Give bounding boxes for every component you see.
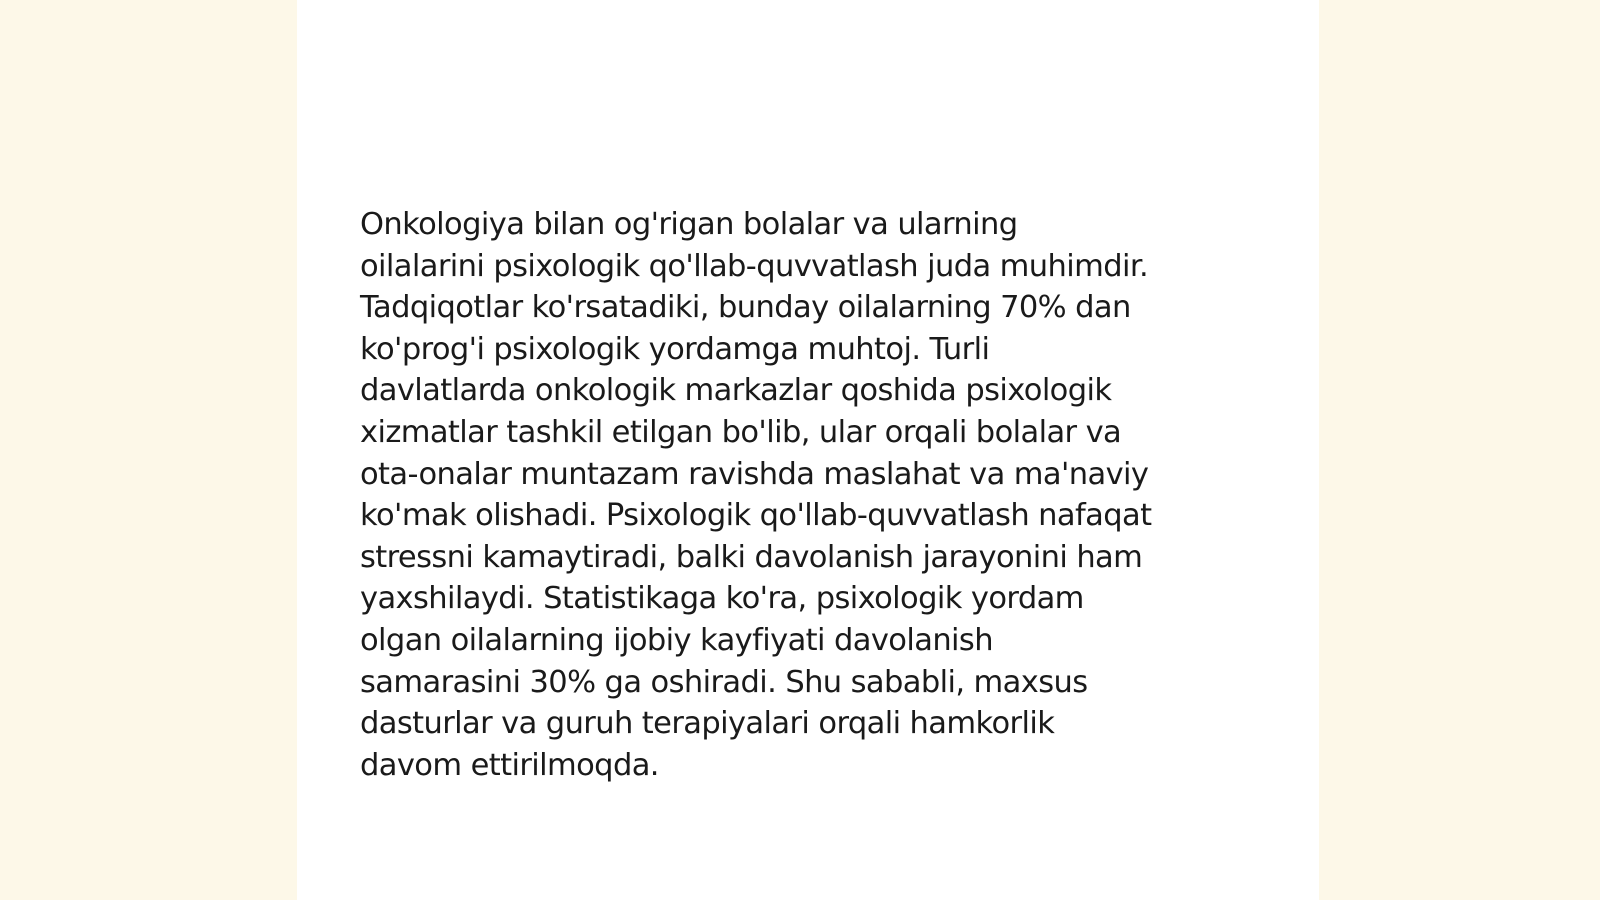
paragraph-line: olgan oilalarning ijobiy kayfiyati davolanish <box>360 622 993 658</box>
paragraph-line: davom ettirilmoqda. <box>360 747 659 783</box>
paragraph-line: ko'mak olishadi. Psixologik qo'llab-quvvatlash nafaqat <box>360 498 1152 534</box>
body-paragraph <box>360 204 1250 786</box>
paragraph-line: ko'prog'i psixologik yordamga muhtoj. Turli <box>360 331 990 367</box>
paragraph-line: Tadqiqotlar ko'rsatadiki, bunday oilalarning 70% dan <box>360 290 1131 326</box>
document-page <box>297 0 1319 900</box>
paragraph-line: davlatlarda onkologik markazlar qoshida psixologik <box>360 373 1112 409</box>
paragraph-line: xizmatlar tashkil etilgan bo'lib, ular orqali bolalar va <box>360 414 1122 450</box>
paragraph-line: samarasini 30% ga oshiradi. Shu sababli, maxsus <box>360 664 1088 700</box>
paragraph-line: dasturlar va guruh terapiyalari orqali hamkorlik <box>360 706 1055 742</box>
paragraph-line: stressni kamaytiradi, balki davolanish jarayonini ham <box>360 539 1143 575</box>
paragraph-line: oilalarini psixologik qo'llab-quvvatlash juda muhimdir. <box>360 248 1149 284</box>
paragraph-line: ota-onalar muntazam ravishda maslahat va ma'naviy <box>360 456 1149 492</box>
paragraph-line: Onkologiya bilan og'rigan bolalar va ularning <box>360 207 1018 242</box>
paragraph-line: yaxshilaydi. Statistikaga ko'ra, psixologik yordam <box>360 581 1084 617</box>
